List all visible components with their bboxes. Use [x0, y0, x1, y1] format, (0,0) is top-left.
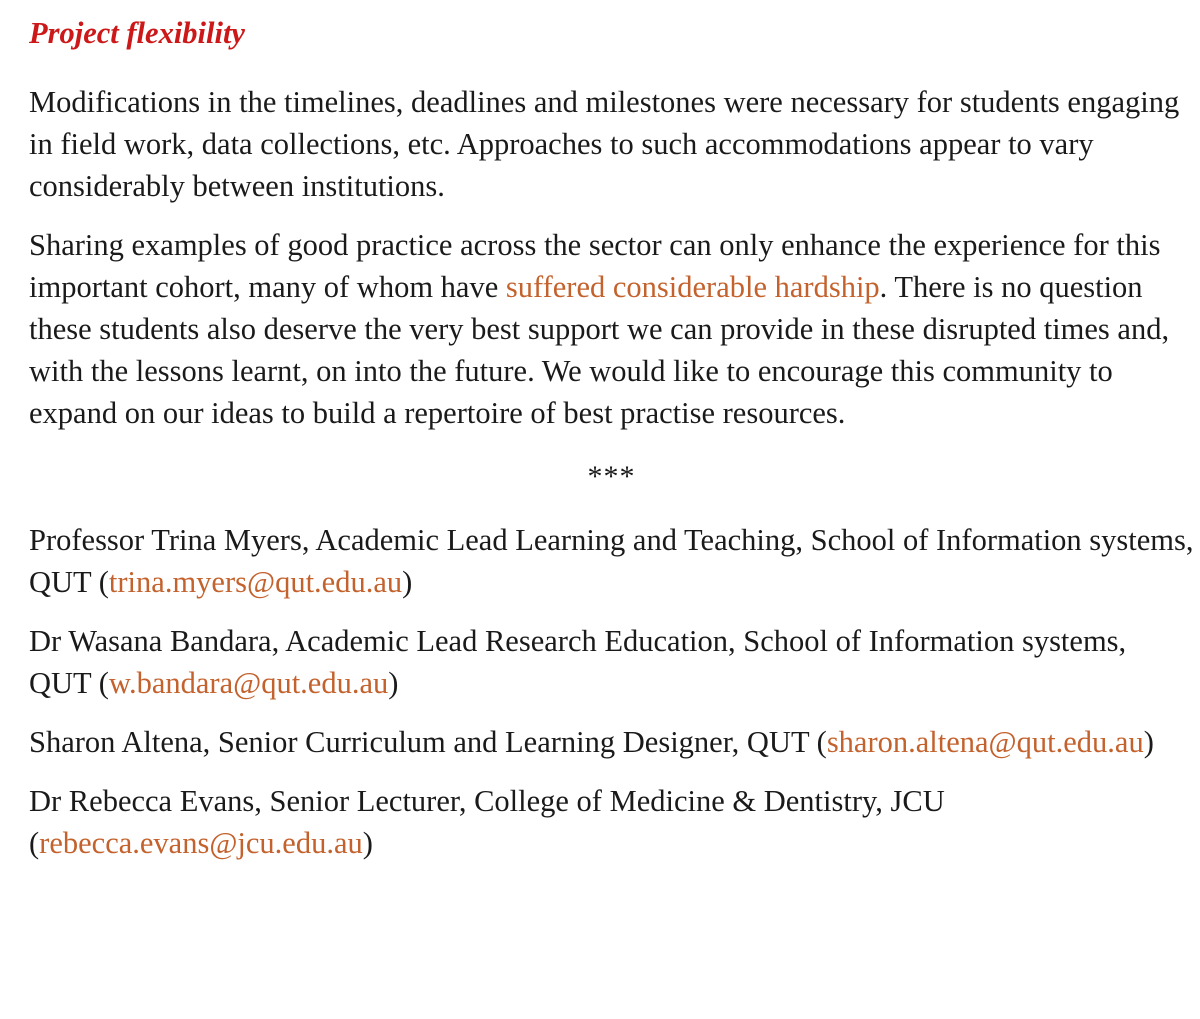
closing-paren: ): [362, 826, 373, 860]
closing-paren: ): [1143, 725, 1154, 759]
closing-paren: ): [402, 565, 413, 599]
closing-paren: ): [388, 666, 399, 700]
contact-entry: [29, 519, 1194, 603]
section-heading: Project flexibility: [29, 16, 245, 50]
email-link[interactable]: w.bandara@qut.edu.au: [108, 666, 389, 700]
email-link[interactable]: rebecca.evans@jcu.edu.au: [39, 826, 363, 860]
paragraph-text: Modifications in the timelines, deadlines and milestones were necessary for students engaging in field work, data collections, etc. Approaches to such accommodations appear to vary considerably between institutions.: [29, 85, 1180, 203]
article-body: [29, 12, 1194, 881]
contact-description: Dr Rebecca Evans, Senior Lecturer, College of Medicine & Dentistry, JCU (: [29, 784, 945, 860]
contact-description: Professor Trina Myers, Academic Lead Learning and Teaching, School of Information systems, QUT (: [29, 523, 1194, 599]
email-link[interactable]: trina.myers@qut.edu.au: [108, 565, 403, 599]
paragraph-flexibility: [29, 81, 1194, 207]
paragraph-text-after-link: . There is no question these students also deserve the very best support we can provide in these disrupted times and, with the lessons learnt, on into the future. We would like to encourage this community to expand on our ideas to build a repertoire of best practise resources.: [29, 270, 1170, 430]
contact-entry: [29, 620, 1194, 704]
contact-description: Dr Wasana Bandara, Academic Lead Research Education, School of Information systems, QUT (: [29, 624, 1127, 700]
contact-entry: [29, 780, 1194, 864]
contact-description: Sharon Altena, Senior Curriculum and Learning Designer, QUT (: [29, 725, 827, 759]
email-link[interactable]: sharon.altena@qut.edu.au: [826, 725, 1144, 759]
contact-entry: [29, 721, 1194, 763]
paragraph-good-practice: [29, 224, 1194, 434]
section-separator: ***: [587, 460, 636, 493]
paragraph-text-before-link: Sharing examples of good practice across the sector can only enhance the experience for this important cohort, many of whom have: [29, 228, 1161, 304]
hardship-link[interactable]: suffered considerable hardship: [505, 270, 880, 304]
